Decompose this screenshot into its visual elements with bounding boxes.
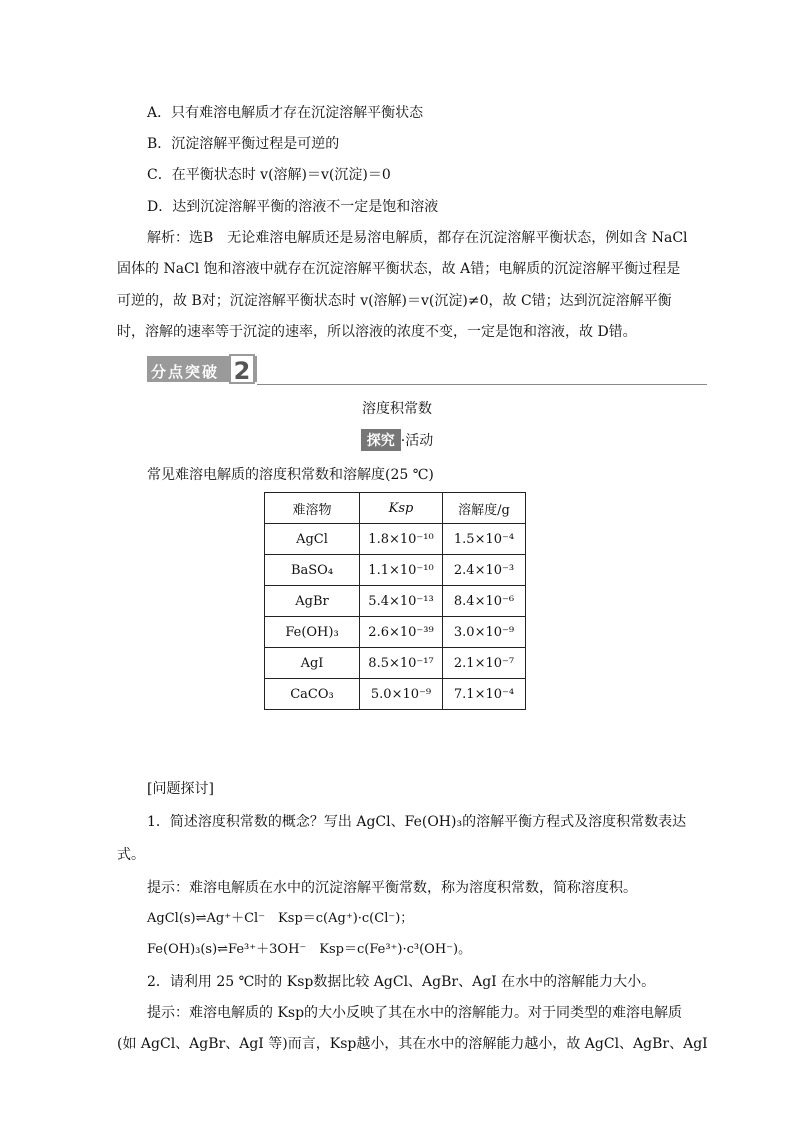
table-row bbox=[265, 586, 526, 617]
question-2: 2．请利用 25 ℃时的 Ksp数据比较 AgCl、AgBr、AgI 在水中的溶解能力大小。 bbox=[147, 974, 656, 990]
cell-solubility: 7.1×10⁻⁴ bbox=[443, 679, 526, 710]
analysis-line-2: 固体的 NaCl 饱和溶液中就存在沉淀溶解平衡状态，故 A错；电解质的沉淀溶解平衡过程是 bbox=[117, 261, 681, 277]
header-solubility: 溶解度/g bbox=[443, 493, 526, 524]
cell-substance: AgBr bbox=[265, 586, 360, 617]
section-title: 溶度积常数 bbox=[362, 401, 432, 417]
table-row bbox=[265, 679, 526, 710]
option-a: A．只有难溶电解质才存在沉淀溶解平衡状态 bbox=[147, 105, 424, 121]
banner-number: 2 bbox=[229, 354, 255, 384]
question-1-line-2: 式。 bbox=[117, 847, 145, 863]
header-ksp-text: Ksp bbox=[388, 500, 414, 516]
table-row bbox=[265, 648, 526, 679]
discussion-heading: [问题探讨] bbox=[147, 781, 214, 797]
cell-ksp: 1.8×10⁻¹⁰ bbox=[360, 524, 443, 555]
hint-2-line-1: 提示：难溶电解质的 Ksp的大小反映了其在水中的溶解能力。对于同类型的难溶电解质 bbox=[147, 1005, 683, 1021]
option-c: C．在平衡状态时 v(溶解)＝v(沉淀)＝0 bbox=[147, 167, 391, 183]
equation-agcl: AgCl(s)⇌Ag⁺＋Cl⁻ Ksp＝c(Ag⁺)·c(Cl⁻)； bbox=[147, 911, 414, 926]
section-banner bbox=[147, 354, 707, 386]
ksp-table bbox=[264, 492, 526, 710]
cell-substance: Fe(OH)₃ bbox=[265, 617, 360, 648]
table-row bbox=[265, 555, 526, 586]
cell-ksp: 5.0×10⁻⁹ bbox=[360, 679, 443, 710]
question-1-line-1: 1．简述溶度积常数的概念？写出 AgCl、Fe(OH)₃的溶解平衡方程式及溶度积常数表达 bbox=[147, 814, 687, 830]
hint-1: 提示：难溶电解质在水中的沉淀溶解平衡常数，称为溶度积常数，简称溶度积。 bbox=[147, 880, 637, 896]
table-row bbox=[265, 617, 526, 648]
equation-feoh3: Fe(OH)₃(s)⇌Fe³⁺＋3OH⁻ Ksp＝c(Fe³⁺)·c³(OH⁻)。 bbox=[147, 942, 472, 957]
cell-solubility: 8.4×10⁻⁶ bbox=[443, 586, 526, 617]
cell-solubility: 2.1×10⁻⁷ bbox=[443, 648, 526, 679]
banner-text: 分点突破 bbox=[151, 363, 220, 381]
header-ksp bbox=[360, 493, 443, 524]
activity-tag: 探究 bbox=[361, 429, 401, 451]
banner-rule bbox=[257, 384, 707, 385]
option-b: B．沉淀溶解平衡过程是可逆的 bbox=[147, 136, 340, 152]
cell-substance: CaCO₃ bbox=[265, 679, 360, 710]
cell-ksp: 2.6×10⁻³⁹ bbox=[360, 617, 443, 648]
cell-substance: BaSO₄ bbox=[265, 555, 360, 586]
table-caption: 常见难溶电解质的溶度积常数和溶解度(25 ℃) bbox=[147, 467, 434, 483]
cell-ksp: 5.4×10⁻¹³ bbox=[360, 586, 443, 617]
cell-ksp: 1.1×10⁻¹⁰ bbox=[360, 555, 443, 586]
activity-label: ·活动 bbox=[400, 433, 434, 449]
analysis-line-3: 可逆的，故 B对；沉淀溶解平衡状态时 v(溶解)＝v(沉淀)≠0，故 C错；达到沉淀溶解平衡 bbox=[117, 293, 672, 309]
analysis-line-4: 时，溶解的速率等于沉淀的速率，所以溶液的浓度不变，一定是饱和溶液，故 D错。 bbox=[117, 324, 637, 340]
option-d: D．达到沉淀溶解平衡的溶液不一定是饱和溶液 bbox=[147, 199, 439, 215]
table-row bbox=[265, 524, 526, 555]
activity-heading bbox=[0, 429, 794, 451]
hint-2-line-2: (如 AgCl、AgBr、AgI 等)而言，Ksp越小，其在水中的溶解能力越小，故 AgCl、AgBr、AgI bbox=[117, 1036, 708, 1052]
cell-solubility: 3.0×10⁻⁹ bbox=[443, 617, 526, 648]
cell-solubility: 1.5×10⁻⁴ bbox=[443, 524, 526, 555]
table-header-row bbox=[265, 493, 526, 524]
cell-substance: AgI bbox=[265, 648, 360, 679]
cell-ksp: 8.5×10⁻¹⁷ bbox=[360, 648, 443, 679]
cell-solubility: 2.4×10⁻³ bbox=[443, 555, 526, 586]
cell-substance: AgCl bbox=[265, 524, 360, 555]
header-substance: 难溶物 bbox=[265, 493, 360, 524]
analysis-line-1: 解析：选B 无论难溶电解质还是易溶电解质，都存在沉淀溶解平衡状态，例如含 NaCl bbox=[147, 230, 688, 246]
